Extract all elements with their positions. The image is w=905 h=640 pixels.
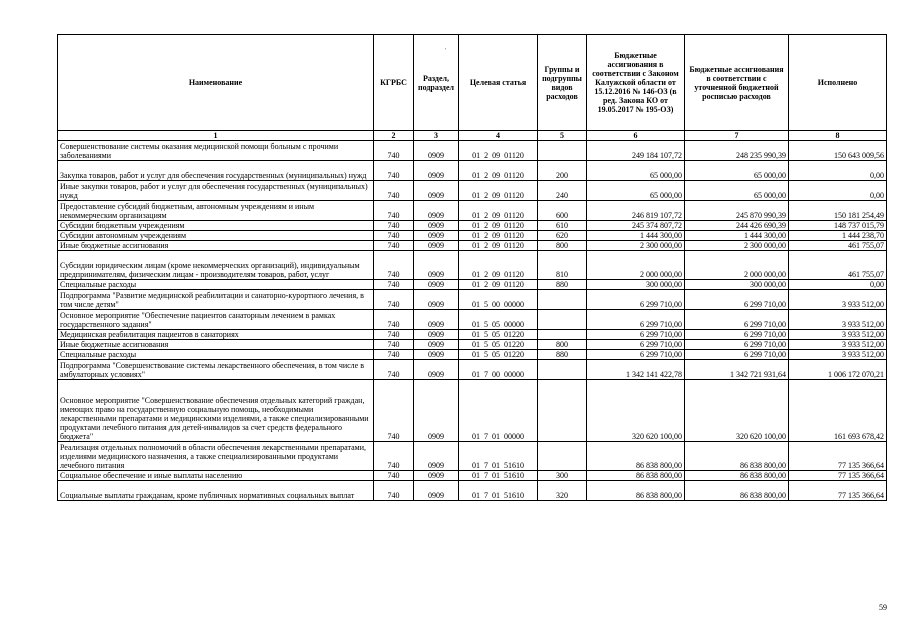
row-executed-amount: 150 181 254,49 xyxy=(789,201,887,221)
row-executed-amount: 3 933 512,00 xyxy=(789,330,887,340)
row-razdel: 0909 xyxy=(414,221,459,231)
row-executed-amount: 0,00 xyxy=(789,161,887,181)
row-expense-group: 880 xyxy=(538,280,587,290)
row-razdel: 0909 xyxy=(414,330,459,340)
row-grbs: 740 xyxy=(374,280,414,290)
row-razdel: 0909 xyxy=(414,241,459,251)
row-grbs: 740 xyxy=(374,350,414,360)
row-refined-amount: 300 000,00 xyxy=(685,280,789,290)
table-row xyxy=(58,251,887,280)
row-law-amount: 300 000,00 xyxy=(587,280,685,290)
row-razdel: 0909 xyxy=(414,471,459,481)
row-refined-amount: 1 444 300,00 xyxy=(685,231,789,241)
row-executed-amount: 461 755,07 xyxy=(789,251,887,280)
row-law-amount: 2 000 000,00 xyxy=(587,251,685,280)
row-executed-amount: 3 933 512,00 xyxy=(789,340,887,350)
header-name: Наименование xyxy=(58,35,374,131)
row-target-article: 01 7 01 00000 xyxy=(459,380,538,442)
header-law: Бюджетные ассигнования в соответствии с Законом Калужской области от 15.12.2016 № 146-ОЗ (в ред. Закона КО от 19.05.2017 № 195-ОЗ) xyxy=(587,35,685,131)
row-expense-group xyxy=(538,141,587,161)
row-executed-amount: 0,00 xyxy=(789,181,887,201)
row-expense-group xyxy=(538,380,587,442)
row-razdel: 0909 xyxy=(414,340,459,350)
row-refined-amount: 86 838 800,00 xyxy=(685,442,789,471)
row-razdel: 0909 xyxy=(414,360,459,380)
row-grbs: 740 xyxy=(374,251,414,280)
row-expense-group: 800 xyxy=(538,340,587,350)
table-row xyxy=(58,161,887,181)
row-refined-amount: 320 620 100,00 xyxy=(685,380,789,442)
row-executed-amount: 3 933 512,00 xyxy=(789,350,887,360)
header-razdel: Раздел, подраздел xyxy=(414,35,459,131)
row-grbs: 740 xyxy=(374,471,414,481)
row-grbs: 740 xyxy=(374,141,414,161)
row-name: Специальные расходы xyxy=(58,350,374,360)
row-target-article: 01 2 09 01120 xyxy=(459,221,538,231)
row-law-amount: 1 444 300,00 xyxy=(587,231,685,241)
row-target-article: 01 2 09 01120 xyxy=(459,181,538,201)
row-refined-amount: 245 870 990,39 xyxy=(685,201,789,221)
table-row xyxy=(58,330,887,340)
row-razdel: 0909 xyxy=(414,251,459,280)
table-row xyxy=(58,231,887,241)
row-name: Субсидии бюджетным учреждениям xyxy=(58,221,374,231)
row-target-article: 01 7 01 51610 xyxy=(459,471,538,481)
header-cs: Целевая статья xyxy=(459,35,538,131)
row-executed-amount: 77 135 366,64 xyxy=(789,471,887,481)
row-grbs: 740 xyxy=(374,241,414,251)
row-expense-group: 320 xyxy=(538,481,587,501)
row-expense-group: 800 xyxy=(538,241,587,251)
row-refined-amount: 248 235 990,39 xyxy=(685,141,789,161)
row-razdel: 0909 xyxy=(414,181,459,201)
row-expense-group: 600 xyxy=(538,201,587,221)
row-executed-amount: 1 444 238,70 xyxy=(789,231,887,241)
row-razdel: 0909 xyxy=(414,161,459,181)
header-row xyxy=(58,35,887,131)
column-number: 2 xyxy=(374,131,414,141)
row-name: Социальное обеспечение и иные выплаты населению xyxy=(58,471,374,481)
row-law-amount: 6 299 710,00 xyxy=(587,290,685,310)
row-target-article: 01 2 09 01120 xyxy=(459,251,538,280)
row-name: Субсидии юридическим лицам (кроме некоммерческих организаций), индивидуальным предпринимателям, физическим лицам - производителям товаров, работ, услуг xyxy=(58,251,374,280)
row-target-article: 01 5 05 00000 xyxy=(459,310,538,330)
row-name: Специальные расходы xyxy=(58,280,374,290)
row-razdel: 0909 xyxy=(414,380,459,442)
row-expense-group: 610 xyxy=(538,221,587,231)
row-expense-group xyxy=(538,442,587,471)
row-executed-amount: 148 737 015,79 xyxy=(789,221,887,231)
row-executed-amount: 3 933 512,00 xyxy=(789,310,887,330)
row-grbs: 740 xyxy=(374,161,414,181)
row-refined-amount: 2 000 000,00 xyxy=(685,251,789,280)
header-refined: Бюджетные ассигнования в соответствии с уточненной бюджетной росписью расходов xyxy=(685,35,789,131)
row-name: Совершенствование системы оказания медицинской помощи больным с прочими заболеваниями xyxy=(58,141,374,161)
row-law-amount: 249 184 107,72 xyxy=(587,141,685,161)
row-grbs: 740 xyxy=(374,442,414,471)
table-row xyxy=(58,280,887,290)
row-executed-amount: 461 755,07 xyxy=(789,241,887,251)
table-row xyxy=(58,380,887,442)
row-expense-group xyxy=(538,310,587,330)
row-expense-group: 810 xyxy=(538,251,587,280)
row-grbs: 740 xyxy=(374,231,414,241)
row-target-article: 01 5 05 01220 xyxy=(459,340,538,350)
row-executed-amount: 150 643 009,56 xyxy=(789,141,887,161)
row-refined-amount: 65 000,00 xyxy=(685,161,789,181)
table-row xyxy=(58,310,887,330)
row-razdel: 0909 xyxy=(414,481,459,501)
row-name: Подпрограмма "Развитие медицинской реабилитации и санаторно-курортного лечения, в том числе детям" xyxy=(58,290,374,310)
table-row xyxy=(58,221,887,231)
row-expense-group: 300 xyxy=(538,471,587,481)
column-number: 1 xyxy=(58,131,374,141)
row-law-amount: 6 299 710,00 xyxy=(587,310,685,330)
page-number: 59 xyxy=(879,603,887,612)
row-refined-amount: 1 342 721 931,64 xyxy=(685,360,789,380)
row-refined-amount: 2 300 000,00 xyxy=(685,241,789,251)
row-name: Основное мероприятие "Обеспечение пациентов санаторным лечением в рамках государственного задания" xyxy=(58,310,374,330)
row-razdel: 0909 xyxy=(414,201,459,221)
row-name: Иные бюджетные ассигнования xyxy=(58,241,374,251)
row-refined-amount: 86 838 800,00 xyxy=(685,471,789,481)
row-grbs: 740 xyxy=(374,380,414,442)
row-expense-group: 200 xyxy=(538,161,587,181)
header-executed: Исполнено xyxy=(789,35,887,131)
row-target-article: 01 2 09 01120 xyxy=(459,280,538,290)
table-row xyxy=(58,350,887,360)
row-law-amount: 86 838 800,00 xyxy=(587,442,685,471)
row-law-amount: 1 342 141 422,78 xyxy=(587,360,685,380)
row-target-article: 01 2 09 01120 xyxy=(459,141,538,161)
row-grbs: 740 xyxy=(374,360,414,380)
table-row xyxy=(58,201,887,221)
row-name: Предоставление субсидий бюджетным, автономным учреждениям и иным некоммерческим организациям xyxy=(58,201,374,221)
table-row xyxy=(58,241,887,251)
row-expense-group xyxy=(538,330,587,340)
row-target-article: 01 5 05 01220 xyxy=(459,330,538,340)
row-executed-amount: 3 933 512,00 xyxy=(789,290,887,310)
table-body xyxy=(58,141,887,501)
row-razdel: 0909 xyxy=(414,350,459,360)
row-law-amount: 2 300 000,00 xyxy=(587,241,685,251)
row-name: Иные закупки товаров, работ и услуг для обеспечения государственных (муниципальных) нужд xyxy=(58,181,374,201)
row-target-article: 01 2 09 01120 xyxy=(459,201,538,221)
row-razdel: 0909 xyxy=(414,141,459,161)
row-grbs: 740 xyxy=(374,201,414,221)
table-row xyxy=(58,290,887,310)
column-number: 8 xyxy=(789,131,887,141)
column-number-row xyxy=(58,131,887,141)
row-law-amount: 65 000,00 xyxy=(587,161,685,181)
row-law-amount: 65 000,00 xyxy=(587,181,685,201)
column-number: 7 xyxy=(685,131,789,141)
table-row xyxy=(58,141,887,161)
row-executed-amount: 0,00 xyxy=(789,280,887,290)
table-row xyxy=(58,360,887,380)
row-refined-amount: 86 838 800,00 xyxy=(685,481,789,501)
row-refined-amount: 6 299 710,00 xyxy=(685,340,789,350)
row-executed-amount: 77 135 366,64 xyxy=(789,481,887,501)
row-refined-amount: 65 000,00 xyxy=(685,181,789,201)
header-groups: Группы и подгруппы видов расходов xyxy=(538,35,587,131)
row-refined-amount: 244 426 690,39 xyxy=(685,221,789,231)
row-refined-amount: 6 299 710,00 xyxy=(685,350,789,360)
row-razdel: 0909 xyxy=(414,310,459,330)
row-razdel: 0909 xyxy=(414,280,459,290)
row-refined-amount: 6 299 710,00 xyxy=(685,290,789,310)
table-row xyxy=(58,471,887,481)
row-razdel: 0909 xyxy=(414,290,459,310)
row-grbs: 740 xyxy=(374,330,414,340)
row-law-amount: 245 374 807,72 xyxy=(587,221,685,231)
row-name: Социальные выплаты гражданам, кроме публичных нормативных социальных выплат xyxy=(58,481,374,501)
row-law-amount: 6 299 710,00 xyxy=(587,350,685,360)
row-grbs: 740 xyxy=(374,310,414,330)
row-expense-group: 240 xyxy=(538,181,587,201)
column-number: 3 xyxy=(414,131,459,141)
row-name: Основное мероприятие "Совершенствование обеспечения отдельных категорий граждан, имеющих право на государственную социальную помощь, необходимыми лекарственными препаратами и медицинскими изделиями, а также специализированными продуктами лечебного питания для детей-инвалидов за счет средств федерального бюджета" xyxy=(58,380,374,442)
row-law-amount: 6 299 710,00 xyxy=(587,340,685,350)
row-law-amount: 320 620 100,00 xyxy=(587,380,685,442)
column-number: 6 xyxy=(587,131,685,141)
row-grbs: 740 xyxy=(374,221,414,231)
row-law-amount: 6 299 710,00 xyxy=(587,330,685,340)
column-number: 4 xyxy=(459,131,538,141)
row-expense-group xyxy=(538,360,587,380)
row-target-article: 01 2 09 01120 xyxy=(459,231,538,241)
row-target-article: 01 2 09 01120 xyxy=(459,161,538,181)
row-grbs: 740 xyxy=(374,181,414,201)
row-razdel: 0909 xyxy=(414,442,459,471)
row-executed-amount: 77 135 366,64 xyxy=(789,442,887,471)
row-law-amount: 86 838 800,00 xyxy=(587,471,685,481)
table-row xyxy=(58,481,887,501)
budget-table xyxy=(57,34,887,501)
row-target-article: 01 5 05 01220 xyxy=(459,350,538,360)
row-name: Иные бюджетные ассигнования xyxy=(58,340,374,350)
row-target-article: 01 7 01 51610 xyxy=(459,481,538,501)
row-target-article: 01 5 00 00000 xyxy=(459,290,538,310)
row-executed-amount: 161 693 678,42 xyxy=(789,380,887,442)
row-razdel: 0909 xyxy=(414,231,459,241)
row-target-article: 01 7 00 00000 xyxy=(459,360,538,380)
row-target-article: 01 7 01 51610 xyxy=(459,442,538,471)
row-expense-group: 620 xyxy=(538,231,587,241)
row-grbs: 740 xyxy=(374,481,414,501)
row-law-amount: 246 819 107,72 xyxy=(587,201,685,221)
row-expense-group xyxy=(538,290,587,310)
row-name: Субсидии автономным учреждениям xyxy=(58,231,374,241)
row-target-article: 01 2 09 01120 xyxy=(459,241,538,251)
table-row xyxy=(58,340,887,350)
row-grbs: 740 xyxy=(374,340,414,350)
row-grbs: 740 xyxy=(374,290,414,310)
row-name: Закупка товаров, работ и услуг для обеспечения государственных (муниципальных) нужд xyxy=(58,161,374,181)
row-name: Подпрограмма "Совершенствование системы лекарственного обеспечения, в том числе в амбулаторных условиях" xyxy=(58,360,374,380)
scan-mark: ' xyxy=(445,47,447,55)
row-expense-group: 880 xyxy=(538,350,587,360)
table-row xyxy=(58,181,887,201)
row-name: Медицинская реабилитация пациентов в санаториях xyxy=(58,330,374,340)
row-name: Реализация отдельных полномочий в области обеспечения лекарственными препаратами, изделиями медицинского назначения, а также специализированными продуктами лечебного питания xyxy=(58,442,374,471)
header-grbs: КГРБС xyxy=(374,35,414,131)
column-number: 5 xyxy=(538,131,587,141)
row-executed-amount: 1 006 172 070,21 xyxy=(789,360,887,380)
row-refined-amount: 6 299 710,00 xyxy=(685,310,789,330)
row-refined-amount: 6 299 710,00 xyxy=(685,330,789,340)
table-row xyxy=(58,442,887,471)
row-law-amount: 86 838 800,00 xyxy=(587,481,685,501)
